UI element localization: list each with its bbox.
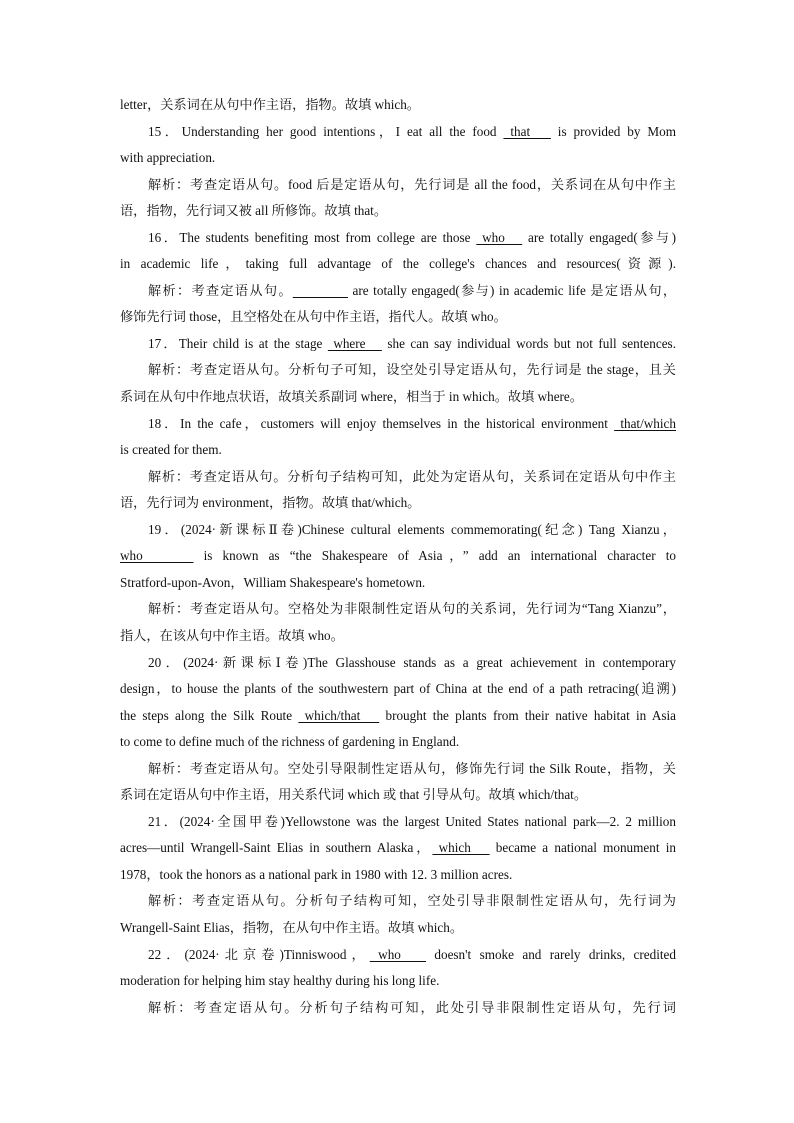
- question-17: 17．Their child is at the stage where she can say individual words but not full sentences.: [148, 336, 676, 351]
- answer-blank: who: [369, 947, 427, 962]
- text-line: acres—until Wrangell-Saint Elias in southern Alaska， which became a national monument in: [120, 840, 677, 855]
- answer-blank: who: [120, 548, 194, 563]
- text-line: 修饰先行词 those，且空格处在从句中作主语，指代人。故填 who。: [120, 309, 507, 324]
- text-line: with appreciation.: [120, 150, 216, 165]
- explanation: 解析：考查定语从句。空格处为非限制性定语从句的关系词，先行词为“Tang Xianzu”，: [148, 601, 676, 616]
- explanation: 解析：考查定语从句。 are totally engaged(参与) in academic life 是定语从句，: [148, 283, 677, 298]
- text-line: to come to define much of the richness of gardening in England.: [120, 734, 460, 749]
- text-line: 系词在从句中作地点状语，故填关系副词 where，相当于 in which。故填 where。: [120, 389, 583, 404]
- answer-blank: [293, 283, 348, 298]
- text-line: letter，关系词在从句中作主语，指物。故填 which。: [120, 97, 420, 112]
- text-line: the steps along the Silk Route which/that brought the plants from their native habitat in Asia: [120, 708, 677, 723]
- answer-blank: which/that: [298, 708, 380, 723]
- answer-blank: which: [432, 840, 490, 855]
- question-18: 18．In the cafe，customers will enjoy themselves in the historical environment that/which: [148, 416, 676, 431]
- text-line: who is known as “the Shakespeare of Asia，” add an international character to: [120, 548, 676, 563]
- question-22: 22．(2024·北京卷)Tinniswood， who doesn't smoke and rarely drinks, credited: [148, 947, 676, 962]
- question-21: 21．(2024·全国甲卷)Yellowstone was the largest United States national park—2. 2 million: [148, 814, 676, 829]
- text-line: 语，指物，先行词又被 all 所修饰。故填 that。: [120, 203, 388, 218]
- explanation: 解析：考查定语从句。food 后是定语从句，先行词是 all the food，关系词在从句中作主: [148, 177, 676, 192]
- text-line: Wrangell-Saint Elias，指物，在从句中作主语。故填 which。: [120, 920, 464, 935]
- text-line: moderation for helping him stay healthy during his long life.: [120, 973, 440, 988]
- text-line: 系词在定语从句中作主语，用关系代词 which 或 that 引导从句。故填 which/that。: [120, 787, 588, 802]
- answer-blank: who: [476, 230, 523, 245]
- answer-blank: that: [503, 124, 551, 139]
- explanation: 解析：考查定语从句。分析句子结构可知，此处引导非限制性定语从句，先行词: [148, 1000, 676, 1015]
- answer-blank: that/which: [614, 416, 676, 431]
- text-line: in academic life，taking full advantage of the college's chances and resources(资源).: [120, 256, 676, 271]
- text-line: 1978，took the honors as a national park in 1980 with 12. 3 million acres.: [120, 867, 513, 882]
- text-line: 指人，在该从句中作主语。故填 who。: [120, 628, 344, 643]
- answer-blank: where: [327, 336, 382, 351]
- text-line: Stratford-upon-Avon，William Shakespeare's hometown.: [120, 575, 426, 590]
- question-19: 19．(2024·新课标Ⅱ卷)Chinese cultural elements commemorating(纪念) Tang Xianzu，: [148, 522, 676, 537]
- text-line: design，to house the plants of the southwestern part of China at the end of a path retracing(追溯): [120, 681, 676, 696]
- explanation: 解析：考查定语从句。空处引导限制性定语从句，修饰先行词 the Silk Route，指物，关: [148, 761, 676, 776]
- question-15: 15．Understanding her good intentions，I eat all the food that is provided by Mom: [148, 124, 676, 139]
- text-line: 语，先行词为 environment，指物。故填 that/which。: [120, 495, 421, 510]
- question-20: 20．(2024·新课标Ⅰ卷)The Glasshouse stands as a great achievement in contemporary: [148, 655, 676, 670]
- explanation: 解析：考查定语从句。分析句子可知，设空处引导定语从句，先行词是 the stage，且关: [148, 362, 676, 377]
- explanation: 解析：考查定语从句。分析句子结构可知，空处引导非限制性定语从句，先行词为: [148, 893, 676, 908]
- explanation: 解析：考查定语从句。分析句子结构可知，此处为定语从句，关系词在定语从句中作主: [148, 469, 676, 484]
- question-16: 16．The students benefiting most from college are those who are totally engaged(参与): [148, 230, 676, 245]
- text-line: is created for them.: [120, 442, 222, 457]
